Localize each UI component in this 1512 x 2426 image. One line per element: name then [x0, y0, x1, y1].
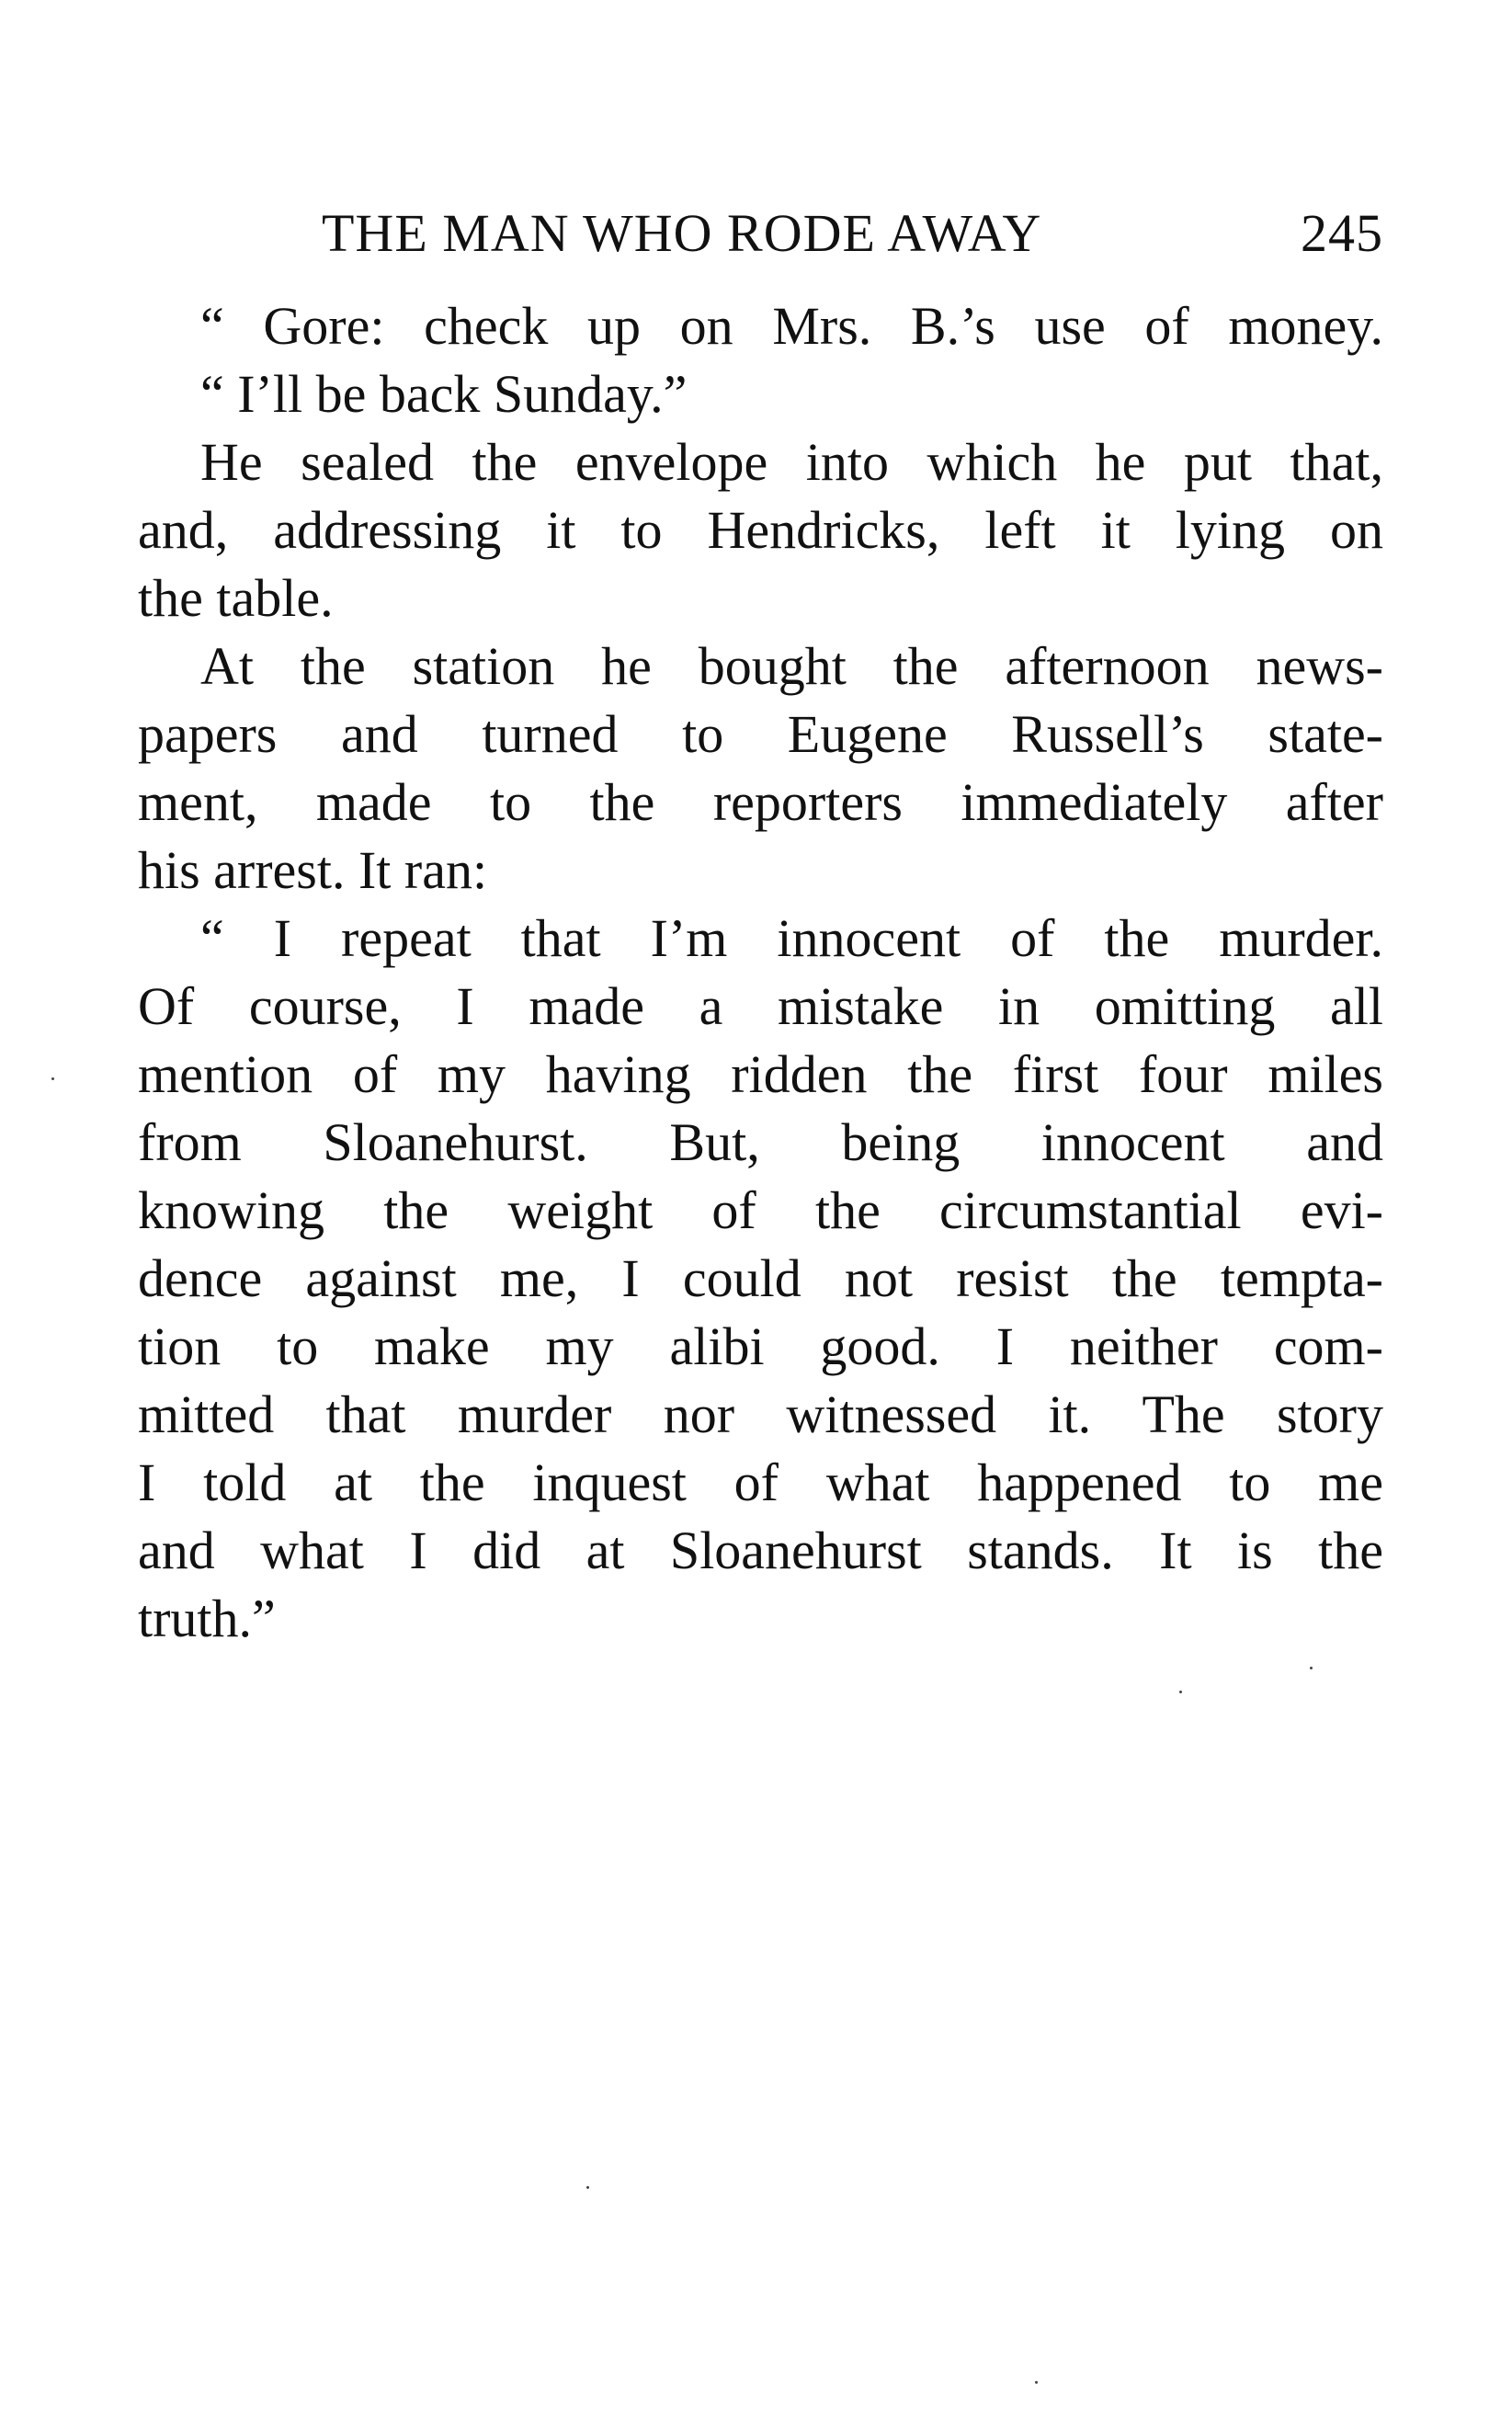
text-line: knowing the weight of the circumstantial evi- [138, 1180, 1383, 1240]
body-text [138, 292, 1383, 1653]
text-line: mitted that murder nor witnessed it. The story [138, 1384, 1383, 1444]
text-line: mention of my having ridden the first four miles [138, 1044, 1383, 1104]
text-line: ment, made to the reporters immediately after [138, 772, 1383, 832]
text-line: tion to make my alibi good. I neither com- [138, 1316, 1383, 1376]
text-line: from Sloanehurst. But, being innocent and [138, 1112, 1383, 1172]
page-number: 245 [1301, 203, 1383, 263]
scan-speck [1035, 2381, 1038, 2384]
text-line: and, addressing it to Hendricks, left it lying on [138, 500, 1383, 560]
running-head [138, 197, 1383, 270]
text-line: dence against me, I could not resist the tempta- [138, 1248, 1383, 1308]
running-title: THE MAN WHO RODE AWAY [322, 203, 1042, 263]
scan-speck [586, 2186, 589, 2189]
text-line: and what I did at Sloanehurst stands. It is the [138, 1521, 1383, 1580]
text-line: “ Gore: check up on Mrs. B.’s use of money. [200, 296, 1383, 356]
text-line: truth.” [138, 1589, 276, 1648]
scan-speck [1310, 1667, 1313, 1669]
text-line: I told at the inquest of what happened to me [138, 1452, 1383, 1512]
text-line: “ I repeat that I’m innocent of the murder. [200, 908, 1383, 968]
text-line: his arrest. It ran: [138, 840, 488, 900]
text-line: “ I’ll be back Sunday.” [200, 364, 688, 424]
text-line: At the station he bought the afternoon news- [200, 636, 1383, 696]
text-line: papers and turned to Eugene Russell’s state- [138, 704, 1383, 764]
scan-speck [1179, 1691, 1182, 1693]
text-line: the table. [138, 568, 334, 628]
text-line: He sealed the envelope into which he put that, [200, 432, 1383, 492]
text-line: Of course, I made a mistake in omitting all [138, 976, 1383, 1036]
scan-speck [51, 1077, 54, 1080]
